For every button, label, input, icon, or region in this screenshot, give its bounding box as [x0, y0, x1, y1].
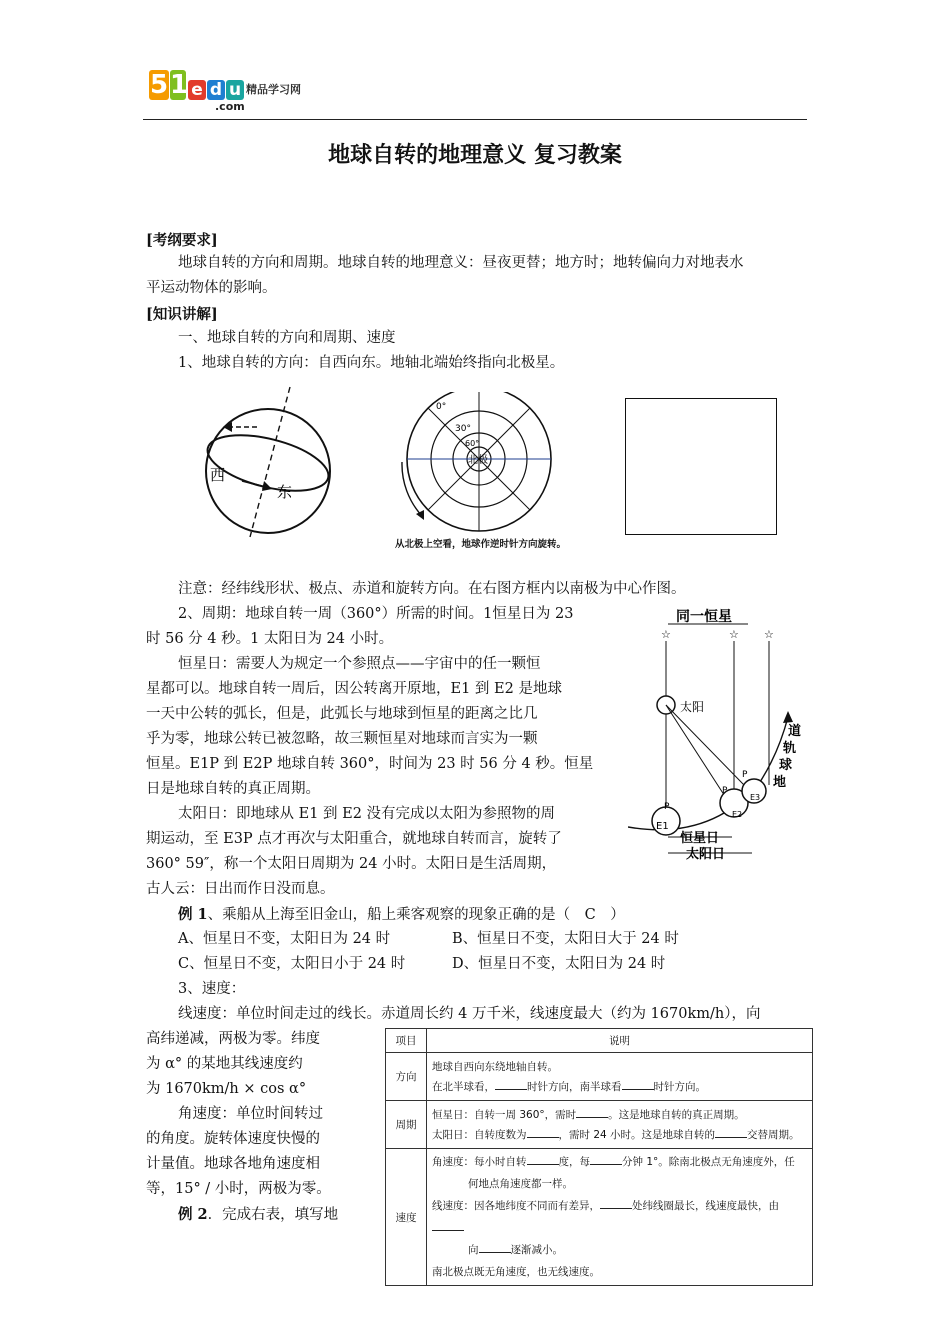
point-p: P [664, 802, 670, 812]
speed-line-1 [432, 1151, 807, 1173]
linear-speed-line-4: 为 1670km/h × cos α° [146, 1081, 307, 1097]
star-icon: ☆ [764, 628, 774, 641]
site-logo[interactable] [143, 70, 333, 114]
logo-char-d: d [207, 80, 225, 100]
table-head-item: 项目 [386, 1029, 427, 1053]
row-speed-content [427, 1149, 813, 1286]
example-1-label: 例 1 [178, 906, 208, 923]
period-line-sidereal [432, 1105, 807, 1125]
text: 角速度：每小时自转 [432, 1156, 527, 1168]
sidereal-line-5: 恒星。E1P 到 E2P 地球自转 360°，时间为 23 时 56 分 4 秒。恒星 [146, 756, 594, 772]
linear-speed-line-2: 高纬递减，两极为零。纬度 [146, 1031, 320, 1047]
solar-line-4: 古人云：日出而作日没而息。 [146, 881, 335, 897]
orbit-label-2: 轨 [783, 741, 797, 756]
angular-speed-line-2: 的角度。旋转体速度快慢的 [146, 1131, 320, 1147]
text: 太阳日：自转度数为 [432, 1128, 527, 1141]
sidereal-line-6: 日是地球自转的真正周期。 [146, 781, 320, 797]
polar-caption: 从北极上空看，地球作逆时针方向旋转。 [395, 539, 567, 550]
blank-field[interactable] [432, 1220, 464, 1231]
label-east: 东 [277, 483, 293, 501]
arrow-head-icon [783, 711, 793, 723]
kaogang-line-1: 地球自转的方向和周期。地球自转的地理意义：昼夜更替；地方时；地转偏向力对地表水 [178, 255, 744, 271]
angular-speed-line-1: 角速度：单位时间转过 [178, 1106, 323, 1122]
label-30-deg: 30° [455, 424, 471, 434]
part1-heading: 一、地球自转的方向和周期、速度 [178, 330, 396, 346]
blank-field[interactable] [495, 1079, 527, 1090]
text: ，需时 24 小时。这是地球自转的 [558, 1128, 716, 1141]
row-direction-content [427, 1053, 813, 1101]
orbit-label-1: 道 [788, 724, 802, 739]
option-a[interactable]: A、恒星日不变，太阳日为 24 时 [178, 931, 391, 947]
arrow-head-icon [416, 510, 424, 520]
logo-char-1: 1 [170, 70, 189, 100]
label-e3: E3 [750, 793, 761, 802]
row-speed-label: 速度 [386, 1149, 427, 1286]
angular-speed-line-4: 等，15° / 小时，两极为零。 [146, 1181, 331, 1197]
star-title: 同一恒星 [676, 609, 732, 625]
option-c[interactable]: C、恒星日不变，太阳日小于 24 时 [178, 956, 406, 972]
header-rule [143, 119, 807, 120]
arrow-head-icon [262, 481, 272, 491]
label-west: 西 [210, 466, 226, 484]
blank-field[interactable] [527, 1154, 559, 1165]
page-title: 地球自转的地理意义 复习教案 [328, 143, 622, 168]
logo-domain: .com [215, 100, 245, 113]
example-2-label: 例 2 [178, 1206, 208, 1223]
kaogang-heading: [考纲要求] [146, 232, 218, 249]
star-icon: ☆ [729, 628, 739, 641]
text: 度，每 [558, 1156, 590, 1168]
logo-char-e: e [188, 80, 206, 100]
option-b[interactable]: B、恒星日不变，太阳日大于 24 时 [452, 931, 679, 947]
row-period-label: 周期 [386, 1101, 427, 1149]
speed-line-5: 南北极点既无角速度，也无线速度。 [432, 1266, 600, 1278]
linear-speed-line-3: 为 α° 的某地其线速度约 [146, 1056, 303, 1072]
blank-field[interactable] [590, 1154, 622, 1165]
row-period-content [427, 1101, 813, 1149]
text: 在北半球看， [432, 1080, 495, 1093]
blank-field[interactable] [479, 1242, 511, 1253]
period-line-2: 时 56 分 4 秒。1 太阳日为 24 小时。 [146, 631, 394, 647]
text: 逐渐减小。 [510, 1244, 563, 1256]
rotation-arrow-front [242, 481, 266, 487]
sidereal-solar-day-diagram [628, 605, 808, 873]
solar-line-1: 太阳日：即地球从 E1 到 E2 没有完成以太阳为参照物的周 [178, 806, 556, 822]
direction-line-2 [432, 1077, 807, 1097]
speed-line-4 [432, 1239, 807, 1261]
example-2 [178, 1202, 338, 1228]
kaogang-line-2: 平运动物体的影响。 [146, 280, 277, 296]
sidereal-day-label: 恒星日 [680, 831, 720, 846]
text: 处纬线圈最长，线速度最快，由 [632, 1200, 779, 1212]
label-north-pole: 北极 [468, 455, 488, 466]
label-e1: E1 [656, 821, 669, 832]
sun-ray [666, 705, 744, 785]
blank-field[interactable] [576, 1107, 608, 1118]
text: 线速度：因各地纬度不同而有差异， [432, 1200, 600, 1212]
text: 恒星日：自转一周 360°，需时 [432, 1108, 577, 1121]
text: 时针方向。 [653, 1080, 706, 1093]
speed-heading: 3、速度： [178, 981, 246, 997]
sun-label: 太阳 [680, 700, 705, 714]
linear-speed-line-1: 线速度：单位时间走过的线长。赤道周长约 4 万千米，线速度最大（约为 1670km/h），向 [178, 1006, 761, 1022]
angular-speed-line-3: 计量值。地球各地角速度相 [146, 1156, 320, 1172]
solar-day-label: 太阳日 [686, 847, 726, 862]
period-line-1: 2、周期：地球自转一周（360°）所需的时间。1恒星日为 23 [178, 606, 574, 622]
equator-ellipse [202, 425, 334, 502]
point-p: P [722, 786, 728, 796]
period-line-solar [432, 1125, 807, 1145]
example-1 [178, 902, 625, 928]
orbit-label-4: 地 [773, 775, 787, 790]
blank-field[interactable] [600, 1198, 632, 1209]
solar-line-2: 期运动，至 E3P 点才再次与太阳重合，就地球自转而言，旋转了 [146, 831, 562, 847]
row-direction-label: 方向 [386, 1053, 427, 1101]
option-d[interactable]: D、恒星日不变，太阳日为 24 时 [452, 956, 666, 972]
logo-char-u: u [226, 80, 244, 100]
earth-orbit [628, 717, 788, 830]
sidereal-line-4: 乎为零，地球公转已被忽略，故三颗恒星对地球而言实为一颗 [146, 731, 538, 747]
logo-char-5: 5 [149, 70, 169, 100]
star-icon: ☆ [661, 628, 671, 641]
text: 分钟 1°。除南北极点无角速度外，任 [622, 1156, 795, 1168]
speed-line-3 [432, 1195, 807, 1239]
text: 时针方向，南半球看 [527, 1080, 622, 1093]
blank-field[interactable] [715, 1127, 747, 1138]
logo-text: 精品学习网 [246, 83, 301, 96]
solar-line-3: 360° 59″，称一个太阳日周期为 24 小时。太阳日是生活周期， [146, 856, 557, 872]
text: 向 [468, 1244, 479, 1256]
blank-field[interactable] [527, 1127, 559, 1138]
speed-line-2: 何地点角速度都一样。 [468, 1178, 573, 1190]
zhishi-heading: [知识讲解] [146, 306, 218, 323]
sidereal-line-2: 星都可以。地球自转一周后，因公转离开原地，E1 到 E2 是地球 [146, 681, 562, 697]
label-e2: E2 [732, 810, 743, 819]
label-0-deg: 0° [436, 402, 447, 412]
sidereal-line-1: 恒星日：需要人为规定一个参照点——宇宙中的任一颗恒 [178, 656, 541, 672]
item-1-direction: 1、地球自转的方向：自西向东。地轴北端始终指向北极星。 [178, 355, 565, 371]
table-head-desc: 说明 [427, 1029, 813, 1053]
drawing-box[interactable] [625, 398, 777, 535]
polar-view-diagram [394, 392, 564, 542]
sidereal-line-3: 一天中公转的弧长，但是，此弧长与地球到恒星的距离之比几 [146, 706, 538, 722]
sun-ray [666, 705, 728, 801]
text: 交替周期。 [747, 1128, 800, 1141]
label-60-deg: 60° [465, 439, 480, 448]
direction-line-1: 地球自西向东绕地轴自转。 [432, 1060, 558, 1073]
example-1-text: 、乘船从上海至旧金山，船上乘客观察的现象正确的是（ C ） [207, 907, 625, 923]
rotation-summary-table [385, 1028, 813, 1286]
text: 。这是地球自转的真正周期。 [608, 1108, 745, 1121]
orbit-label-3: 球 [779, 758, 793, 773]
note-text: 注意：经纬线形状、极点、赤道和旋转方向。在右图方框内以南极为中心作图。 [178, 581, 686, 597]
rotation-direction-arc [402, 462, 422, 516]
point-p: P [742, 770, 748, 780]
blank-field[interactable] [622, 1079, 654, 1090]
example-2-text: ．完成右表，填写地 [207, 1207, 339, 1223]
globe-diagram [198, 385, 343, 540]
